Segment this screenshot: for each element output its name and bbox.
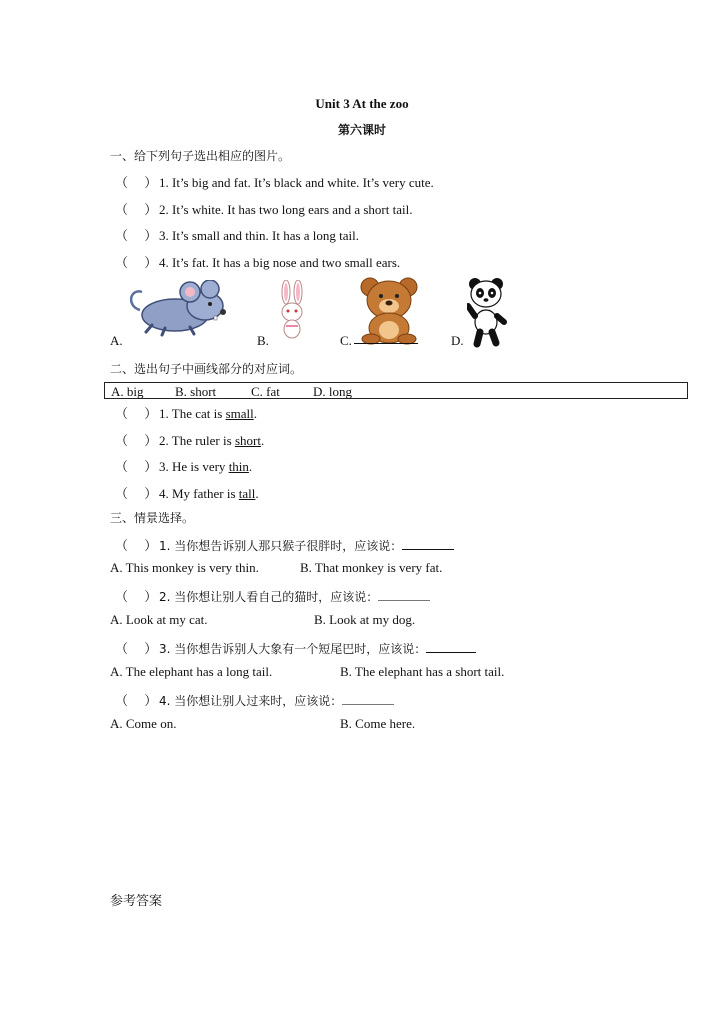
answer-paren[interactable]: （ ）: [115, 406, 158, 421]
underlined-word: thin: [228, 459, 249, 474]
s3-q4-option-b: B. Come here.: [340, 716, 416, 731]
option-b: B. short: [175, 384, 217, 399]
panda-picture: [467, 276, 507, 348]
lesson-subtitle: 第六课时: [337, 123, 386, 137]
s3-question-2: （ ） 2. 当你想让别人看自己的猫时，应该说：: [115, 586, 430, 605]
answer-blank[interactable]: [426, 640, 476, 653]
underlined-word: short: [234, 433, 261, 448]
answer-paren[interactable]: （ ）: [115, 202, 158, 217]
answers-heading: 参考答案: [110, 894, 163, 909]
blank-line: [354, 343, 418, 344]
s3-question-4: （ ） 4. 当你想让别人过来时，应该说：: [115, 690, 394, 709]
option-c: C. fat: [251, 384, 280, 399]
option-a: A. big: [111, 384, 144, 399]
s2-question-2: （ ） 2. The ruler is short.: [115, 430, 264, 449]
picture-label-d: D.: [451, 333, 464, 348]
s3-q3-option-b: B. The elephant has a short tail.: [340, 664, 505, 679]
picture-label-a: A.: [110, 333, 123, 348]
rabbit-picture: [276, 280, 308, 340]
answer-paren[interactable]: （ ）: [115, 228, 158, 243]
answer-blank[interactable]: [342, 692, 394, 705]
bear-picture: [356, 275, 422, 345]
option-d: D. long: [313, 384, 352, 399]
answer-paren[interactable]: （ ）: [115, 641, 158, 656]
answer-paren[interactable]: （ ）: [115, 693, 158, 708]
answer-paren[interactable]: （ ）: [115, 175, 158, 190]
mouse-picture: [130, 280, 230, 338]
picture-label-b: B.: [257, 333, 269, 348]
s2-question-3: （ ） 3. He is very thin.: [115, 456, 252, 475]
section-2-heading: 二、选出句子中画线部分的对应词。: [110, 362, 303, 376]
section-3-heading: 三、情景选择。: [110, 511, 195, 525]
s2-question-1: （ ） 1. The cat is small.: [115, 403, 257, 422]
page-title: Unit 3 At the zoo: [315, 96, 409, 111]
answer-paren[interactable]: （ ）: [115, 486, 158, 501]
word-options-box: [104, 382, 688, 399]
underlined-word: small: [225, 406, 254, 421]
s3-q2-option-b: B. Look at my dog.: [314, 612, 416, 627]
s1-question-4: （ ） 4. It’s fat. It has a big nose and two small ears.: [115, 252, 400, 271]
answer-paren[interactable]: （ ）: [115, 538, 158, 553]
s3-q1-option-b: B. That monkey is very fat.: [300, 560, 443, 575]
s3-q3-option-a: A. The elephant has a long tail.: [110, 664, 273, 679]
picture-label-c: C.: [340, 333, 352, 348]
s3-q4-option-a: A. Come on.: [110, 716, 177, 731]
s3-question-1: （ ） 1. 当你想告诉别人那只猴子很胖时，应该说：: [115, 535, 454, 554]
underlined-word: tall: [238, 486, 256, 501]
answer-blank[interactable]: [378, 588, 430, 601]
s3-question-3: （ ） 3. 当你想告诉别人大象有一个短尾巴时，应该说：: [115, 638, 476, 657]
s3-q2-option-a: A. Look at my cat.: [110, 612, 208, 627]
section-1-heading: 一、给下列句子选出相应的图片。: [110, 149, 291, 163]
answer-paren[interactable]: （ ）: [115, 433, 158, 448]
answer-paren[interactable]: （ ）: [115, 459, 158, 474]
answer-paren[interactable]: （ ）: [115, 255, 158, 270]
answer-blank[interactable]: [402, 537, 454, 550]
s3-q1-option-a: A. This monkey is very thin.: [110, 560, 259, 575]
answer-paren[interactable]: （ ）: [115, 589, 158, 604]
s2-question-4: （ ） 4. My father is tall.: [115, 483, 259, 502]
s1-question-2: （ ） 2. It’s white. It has two long ears and a short tail.: [115, 199, 412, 218]
s1-question-1: （ ） 1. It’s big and fat. It’s black and white. It’s very cute.: [115, 172, 434, 191]
s1-question-3: （ ） 3. It’s small and thin. It has a long tail.: [115, 225, 359, 244]
